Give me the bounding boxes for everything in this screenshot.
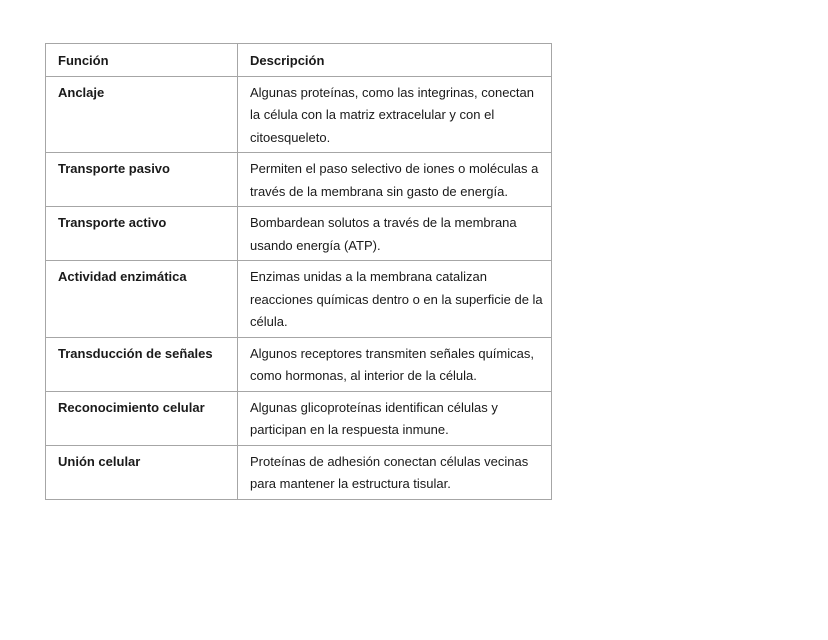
table-row <box>46 261 552 338</box>
description-cell: Algunas proteínas, como las integrinas, conectan la célula con la matriz extracelular y con el citoesqueleto. <box>238 76 552 153</box>
function-cell: Transporte pasivo <box>46 153 238 207</box>
table-row <box>46 207 552 261</box>
description-cell: Proteínas de adhesión conectan células vecinas para mantener la estructura tisular. <box>238 445 552 499</box>
table-row <box>46 153 552 207</box>
table-header <box>46 44 552 77</box>
function-cell: Reconocimiento celular <box>46 391 238 445</box>
function-cell: Actividad enzimática <box>46 261 238 338</box>
table-row <box>46 445 552 499</box>
function-cell: Unión celular <box>46 445 238 499</box>
description-cell: Enzimas unidas a la membrana catalizan reacciones químicas dentro o en la superficie de la célula. <box>238 261 552 338</box>
function-cell: Transducción de señales <box>46 337 238 391</box>
description-cell: Permiten el paso selectivo de iones o moléculas a través de la membrana sin gasto de energía. <box>238 153 552 207</box>
functions-table <box>45 43 552 500</box>
description-cell: Bombardean solutos a través de la membrana usando energía (ATP). <box>238 207 552 261</box>
function-cell: Transporte activo <box>46 207 238 261</box>
table-body <box>46 76 552 499</box>
table-row <box>46 76 552 153</box>
header-row <box>46 44 552 77</box>
table-row <box>46 391 552 445</box>
description-cell: Algunas glicoproteínas identifican células y participan en la respuesta inmune. <box>238 391 552 445</box>
description-cell: Algunos receptores transmiten señales químicas, como hormonas, al interior de la célula. <box>238 337 552 391</box>
function-cell: Anclaje <box>46 76 238 153</box>
table-row <box>46 337 552 391</box>
header-function: Función <box>46 44 238 77</box>
header-description: Descripción <box>238 44 552 77</box>
